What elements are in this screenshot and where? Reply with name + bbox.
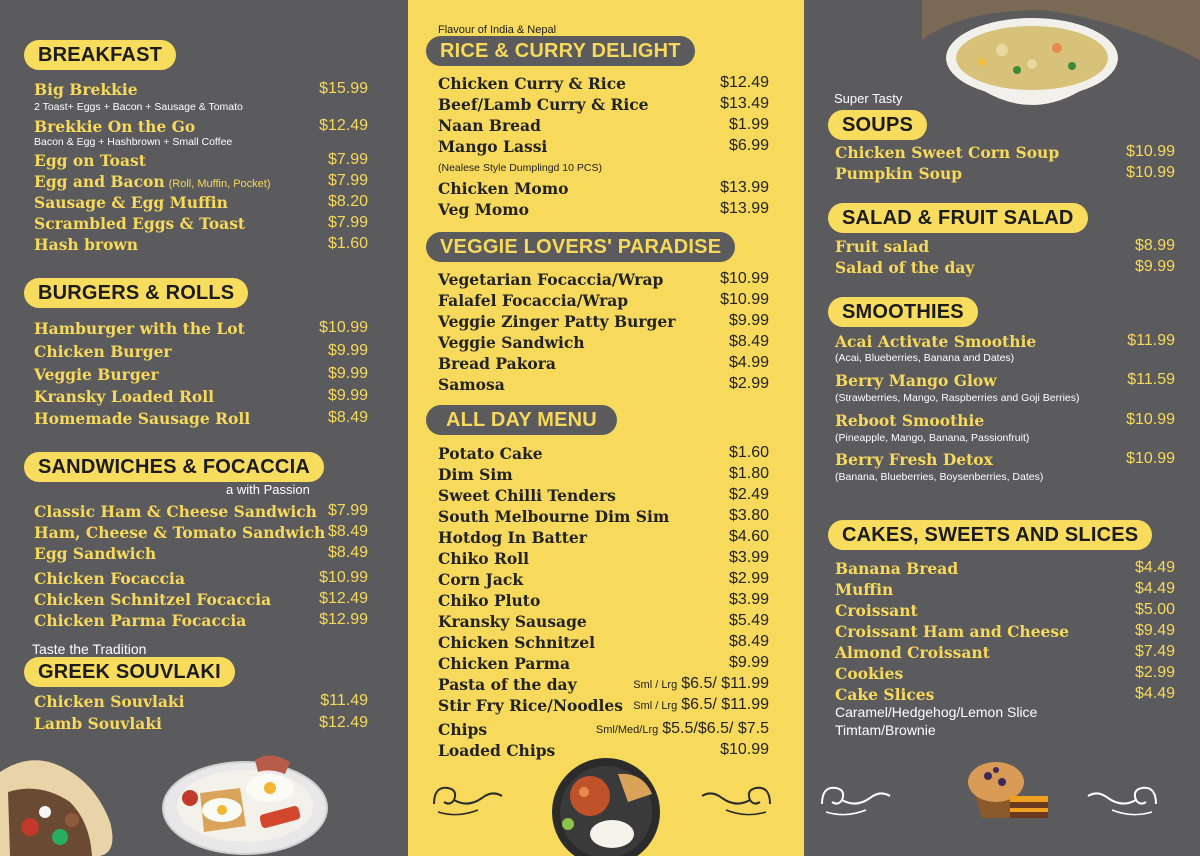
menu-item: Egg on Toast $7.99: [34, 151, 368, 170]
menu-item: Chicken Schnitzel Focaccia $12.49: [34, 590, 368, 609]
menu-item: Sweet Chilli Tenders $2.49: [438, 486, 769, 505]
menu-item: Fruit salad $8.99: [835, 237, 1175, 256]
curry-tagline: Flavour of India & Nepal: [438, 24, 557, 36]
menu-item: Hamburger with the Lot $10.99: [34, 319, 368, 338]
menu-item: Veggie Zinger Patty Burger $9.99: [438, 312, 769, 331]
middle-panel: [408, 0, 804, 856]
menu-item: Chiko Roll $3.99: [438, 549, 769, 568]
souvlaki-wrap-photo: [0, 752, 130, 856]
smoothies-header: SMOOTHIES: [828, 297, 978, 327]
menu-item: Homemade Sausage Roll $8.49: [34, 409, 368, 428]
menu-item: Chicken Parma $9.99: [438, 654, 769, 673]
menu-item: Chicken Curry & Rice $12.49: [438, 74, 769, 93]
menu-item: Scrambled Eggs & Toast $7.99: [34, 214, 368, 233]
menu-item: Veggie Sandwich $8.49: [438, 333, 769, 352]
allday-header: ALL DAY MENU: [426, 405, 617, 435]
menu-item: Pasta of the day Sml / Lrg $6.5/ $11.99: [438, 675, 769, 694]
menu-item: Chips Sml/Med/Lrg $5.5/$6.5/ $7.5: [438, 720, 769, 739]
left-panel: [0, 0, 408, 856]
soup-bowl-photo: [922, 0, 1200, 140]
menu-item: Chicken Souvlaki $11.49: [34, 692, 368, 711]
muffin-cake-photo: [960, 752, 1052, 822]
burgers-header: BURGERS & ROLLS: [24, 278, 248, 308]
menu-item: Stir Fry Rice/Noodles Sml / Lrg $6.5/ $11.99: [438, 696, 769, 715]
menu-item: Chicken Parma Focaccia $12.99: [34, 611, 368, 630]
menu-item: Cookies $2.99: [835, 664, 1175, 683]
menu-item: Loaded Chips $10.99: [438, 741, 769, 760]
cake-slices-list: Timtam/Brownie: [835, 722, 936, 738]
menu-item: Corn Jack $2.99: [438, 570, 769, 589]
soups-tagline: Super Tasty: [834, 91, 903, 106]
menu-item: Cake Slices $4.49: [835, 685, 1175, 704]
menu-item: South Melbourne Dim Sim $3.80: [438, 507, 769, 526]
menu-item: Veg Momo $13.99: [438, 200, 769, 219]
soups-header: SOUPS: [828, 110, 927, 140]
menu-item: Salad of the day $9.99: [835, 258, 1175, 277]
menu-item: Muffin $4.49: [835, 580, 1175, 599]
menu-item: Vegetarian Focaccia/Wrap $10.99: [438, 270, 769, 289]
veggie-header: VEGGIE LOVERS' PARADISE: [426, 232, 735, 262]
momo-note: (Nealese Style Dumplingd 10 PCS): [438, 162, 602, 174]
menu-item: Veggie Burger $9.99: [34, 365, 368, 384]
swirl-ornament-icon: [696, 774, 776, 818]
menu-item: Egg Sandwich $8.49: [34, 544, 368, 563]
menu-item: Classic Ham & Cheese Sandwich $7.99: [34, 502, 368, 521]
swirl-ornament-icon: [1082, 774, 1162, 818]
cake-slices-list: Caramel/Hedgehog/Lemon Slice: [835, 704, 1038, 720]
menu-item: Naan Bread $1.99: [438, 116, 769, 135]
sandwiches-tagline: a with Passion: [226, 482, 310, 497]
menu-item: Mango Lassi $6.99: [438, 137, 769, 156]
menu-item: Chicken Focaccia $10.99: [34, 569, 368, 588]
menu-item: Banana Bread $4.49: [835, 559, 1175, 578]
souvlaki-header: GREEK SOUVLAKI: [24, 657, 235, 687]
menu-item: Kransky Loaded Roll $9.99: [34, 387, 368, 406]
item-description: (Acai, Blueberries, Banana and Dates): [835, 352, 1015, 364]
menu-item: Hash brown $1.60: [34, 235, 368, 254]
item-description: (Pineapple, Mango, Banana, Passionfruit): [835, 432, 1030, 444]
menu-item: Acai Activate Smoothie $11.99: [835, 332, 1175, 351]
item-description: (Banana, Blueberries, Boysenberries, Dates): [835, 471, 1044, 483]
menu-item: Chicken Burger $9.99: [34, 342, 368, 361]
menu-item: Hotdog In Batter $4.60: [438, 528, 769, 547]
menu-item: Ham, Cheese & Tomato Sandwich $8.49: [34, 523, 368, 542]
menu-item: Croissant Ham and Cheese $9.49: [835, 622, 1175, 641]
item-description: 2 Toast+ Eggs + Bacon + Sausage & Tomato: [34, 101, 243, 113]
menu-item: Chicken Sweet Corn Soup $10.99: [835, 143, 1175, 162]
menu-item: Sausage & Egg Muffin $8.20: [34, 193, 368, 212]
swirl-ornament-icon: [428, 774, 508, 818]
menu-item: Beef/Lamb Curry & Rice $13.49: [438, 95, 769, 114]
menu-item: Falafel Focaccia/Wrap $10.99: [438, 291, 769, 310]
menu-item: Almond Croissant $7.49: [835, 643, 1175, 662]
salad-header: SALAD & FRUIT SALAD: [828, 203, 1088, 233]
curry-header: RICE & CURRY DELIGHT: [426, 36, 695, 66]
menu-item: Lamb Souvlaki $12.49: [34, 714, 368, 733]
breakfast-plate-photo: [160, 748, 330, 856]
right-panel: [804, 0, 1200, 856]
curry-plate-photo: [548, 754, 664, 856]
item-description: (Strawberries, Mango, Raspberries and Goji Berries): [835, 392, 1080, 404]
menu-item: Chiko Pluto $3.99: [438, 591, 769, 610]
item-description: Bacon & Egg + Hashbrown + Small Coffee: [34, 136, 233, 148]
menu-item: Reboot Smoothie $10.99: [835, 411, 1175, 430]
menu-item: Potato Cake $1.60: [438, 444, 769, 463]
menu-item: Berry Mango Glow $11.59: [835, 371, 1175, 390]
menu-item: Egg and Bacon (Roll, Muffin, Pocket) $7.99: [34, 172, 368, 191]
menu-item: Chicken Momo $13.99: [438, 179, 769, 198]
menu-item: Berry Fresh Detox $10.99: [835, 450, 1175, 469]
menu-item: Kransky Sausage $5.49: [438, 612, 769, 631]
swirl-ornament-icon: [816, 774, 896, 818]
cakes-header: CAKES, SWEETS AND SLICES: [828, 520, 1152, 550]
menu-item: Dim Sim $1.80: [438, 465, 769, 484]
sandwiches-header: SANDWICHES & FOCACCIA: [24, 452, 324, 482]
menu-item: Croissant $5.00: [835, 601, 1175, 620]
menu-item: Samosa $2.99: [438, 375, 769, 394]
menu-item: Pumpkin Soup $10.99: [835, 164, 1175, 183]
souvlaki-tagline: Taste the Tradition: [32, 641, 147, 657]
menu-item: Chicken Schnitzel $8.49: [438, 633, 769, 652]
menu-item: Bread Pakora $4.99: [438, 354, 769, 373]
menu-item: Big Brekkie $15.99: [34, 80, 368, 99]
breakfast-header: BREAKFAST: [24, 40, 176, 70]
menu-item: Brekkie On the Go $12.49: [34, 117, 368, 136]
